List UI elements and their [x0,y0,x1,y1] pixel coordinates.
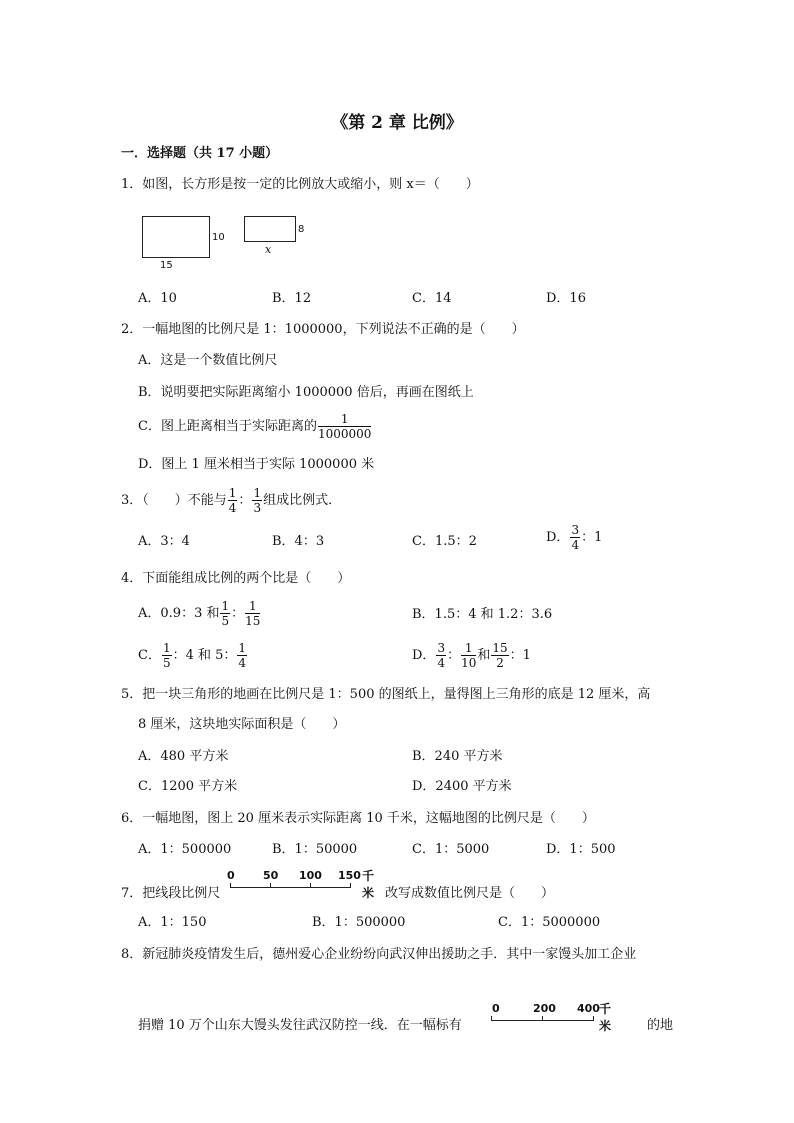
question-2-option-a[interactable]: A．这是一个数值比例尺 [138,353,278,368]
large-rect-width-label: 15 [160,260,173,271]
small-rect-height-label: 8 [298,224,305,235]
question-5-option-a[interactable]: A．480 平方米 [138,749,229,764]
large-rectangle [142,216,210,258]
question-1-option-d[interactable]: D．16 [546,291,586,306]
scale-label: 400 [577,1002,600,1015]
small-rectangle [244,216,296,242]
question-3-stem: 3．（ ）不能与 $\frac{1}{4}$ ： $\frac{1}{3}$ 组成比例式． [121,486,342,515]
question-5-stem-line2: 8 厘米，这块地实际面积是（ ） [138,717,346,732]
question-8-stem-tail: 的地 [647,1018,674,1033]
question-5-option-c[interactable]: C．1200 平方米 [138,779,238,794]
question-6-option-c[interactable]: C．1：5000 [412,842,490,857]
question-2-option-c[interactable]: C．图上距离相当于实际距离的 $\frac{1}{1000000}$ [138,412,372,441]
question-3-option-b[interactable]: B．4：3 [272,534,325,549]
scale-tick [350,883,351,888]
question-7-line-scale [227,869,375,900]
question-6-stem: 6．一幅地图，图上 20 厘米表示实际距离 10 千米，这幅地图的比例尺是（ ） [121,811,595,826]
question-7-option-b[interactable]: B．1：500000 [312,915,406,930]
question-7-option-a[interactable]: A．1：150 [138,915,207,930]
question-7-option-c[interactable]: C．1：5000000 [498,915,601,930]
question-2-option-b[interactable]: B．说明要把实际距离缩小 1000000 倍后，再画在图纸上 [138,385,474,400]
question-2-option-d[interactable]: D．图上 1 厘米相当于实际 1000000 米 [138,457,375,472]
scale-label: 150 [338,869,361,882]
question-4-stem: 4．下面能组成比例的两个比是（ ） [121,571,351,586]
scale-label: 100 [299,869,322,882]
scale-tick [270,883,271,888]
question-1-option-b[interactable]: B．12 [272,291,312,306]
question-6-option-d[interactable]: D．1：500 [546,842,616,857]
fraction: $\frac{1}{1000000}$ [317,412,372,441]
question-5-option-b[interactable]: B．240 平方米 [412,749,503,764]
question-3-option-d[interactable]: D． $\frac{3}{4}$ ：1 [546,523,603,552]
question-1-option-a[interactable]: A．10 [138,291,177,306]
question-6-option-a[interactable]: A．1：500000 [138,842,232,857]
question-4-option-b[interactable]: B．1.5：4 和 1.2：3.6 [412,607,553,622]
scale-unit: 千米 [362,869,375,900]
scale-bar [230,887,350,888]
scale-tick [542,1016,543,1021]
section-heading: 一．选择题（共 17 小题） [121,146,279,161]
question-4-option-c[interactable]: C． $\frac{1}{5}$ ：4 和 5： $\frac{1}{4}$ [138,641,247,670]
question-4-option-a[interactable]: A．0.9：3 和 $\frac{1}{5}$ ： $\frac{1}{15}$ [138,599,261,628]
question-6-option-b[interactable]: B．1：50000 [272,842,358,857]
question-7-stem-prefix: 7．把线段比例尺 [121,886,221,901]
question-5-stem-line1: 5．把一块三角形的地画在比例尺是 1：500 的图纸上，量得图上三角形的底是 12 厘米，高 [121,687,651,702]
large-rect-height-label: 10 [212,232,225,243]
scale-label: 50 [263,869,279,882]
question-8-stem-line2: 捐赠 10 万个山东大馒头发往武汉防控一线．在一幅标有 [138,1018,462,1033]
page-title: 《第 2 章 比例》 [331,113,463,133]
question-5-option-d[interactable]: D．2400 平方米 [412,779,512,794]
scale-tick [310,883,311,888]
question-2-stem: 2．一幅地图的比例尺是 1：1000000，下列说法不正确的是（ ） [121,322,525,337]
question-3-option-c[interactable]: C．1.5：2 [412,534,477,549]
scale-tick [491,1016,492,1021]
question-8-stem-line1: 8．新冠肺炎疫情发生后，德州爱心企业纷纷向武汉伸出援助之手．其中一家馒头加工企业 [121,947,637,962]
scale-label: 200 [533,1002,556,1015]
question-3-option-a[interactable]: A．3：4 [138,534,190,549]
scale-tick [230,883,231,888]
question-1-stem: 1．如图，长方形是按一定的比例放大或缩小，则 x＝（ ） [121,177,479,192]
scale-label: 0 [492,1002,500,1015]
question-4-option-d[interactable]: D． $\frac{3}{4}$ ： $\frac{1}{10}$ 和 $\frac{15}{2}$ ：1 [412,641,531,670]
scale-label: 0 [227,869,235,882]
question-7-stem-suffix: 改写成数值比例尺是（ ） [385,886,555,901]
question-8-line-scale [491,1002,612,1033]
scale-unit: 千米 [599,1002,612,1033]
scale-tick [593,1016,594,1021]
small-rect-width-label: x [265,243,272,256]
question-1-option-c[interactable]: C．14 [412,291,452,306]
